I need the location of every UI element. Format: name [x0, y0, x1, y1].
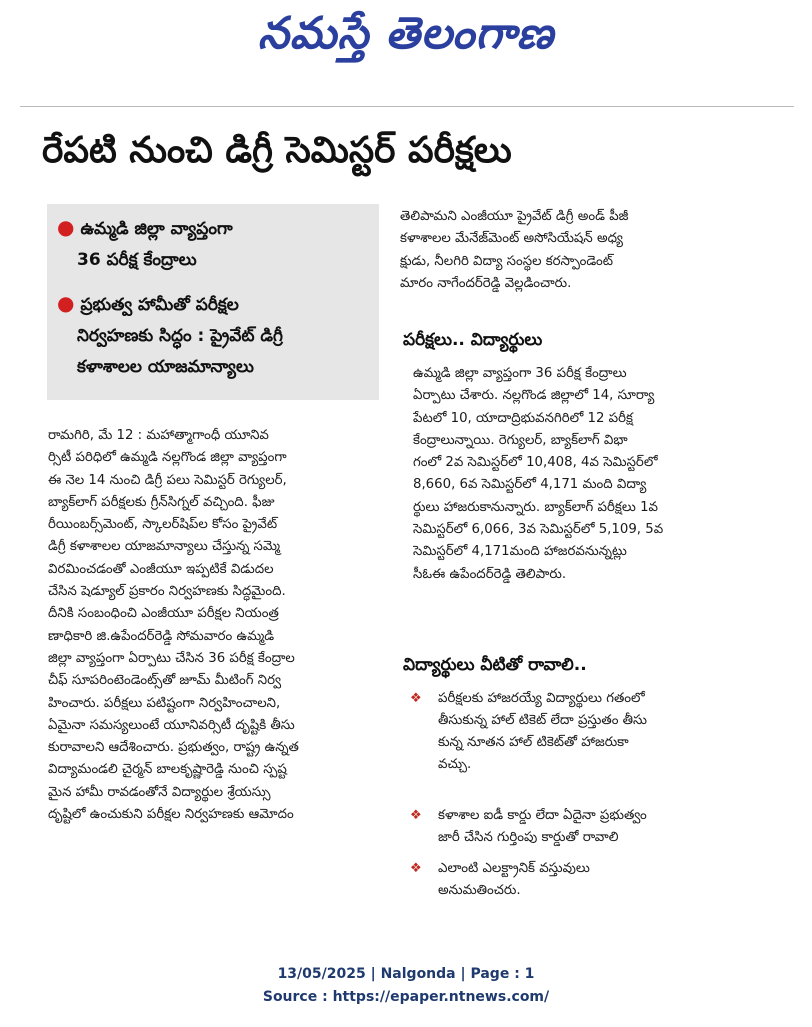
footer-date-edition: 13/05/2025 | Nalgonda | Page : 1: [277, 966, 535, 982]
subheading-exams-students: పరీక్షలు.. విద్యార్థులు: [403, 330, 543, 350]
footer-source-link[interactable]: Source : https://epaper.ntnews.com/: [262, 989, 550, 1005]
masthead-divider: [20, 106, 794, 107]
right-column-stats: ఉమ్మడి జిల్లా వ్యాప్తంగా 36 పరీక్ష కేంద్రాలు ఏర్పాటు చేశారు. నల్లగొండ జిల్లాలో 14, సూర్యా పేటలో 10, యాదాద్రిభువనగిరిలో 12 పరీక్ష కేంద్రాలున్నాయి. రెగ్యులర్, బ్యాక్‌లాగ్ విభా గంలో 2వ సెమిస్టర్‌లో 10,408, 4వ సెమిస్టర్‌లో 8,660, 6వ సెమిస్టర్‌లో 4,171 మంది విద్యా ర్థులు హాజరుకానున్నారు. బ్యాక్‌లాగ్ పరీక్షలు 1వ సెమిస్టర్‌లో 6,066, 3వ సెమిస్టర్‌లో 5,109, 5వ సెమిస్టర్‌లో 4,171మంది హాజరవనున్నట్లు సీఓఈ ఉపేందర్‌రెడ్డి తెలిపారు.: [413, 366, 664, 582]
bullet-dot-icon: ●: [57, 215, 75, 239]
diamond-bullet-icon: ❖: [410, 861, 422, 876]
highlights-box: [47, 204, 379, 400]
left-column-body: రామగిరి, మే 12 : మహాత్మాగాంధీ యూనివ ర్సిటీ పరిధిలో ఉమ్మడి నల్లగొండ జిల్లా వ్యాప్తంగా ఈ నెల 14 నుంచి డిగ్రీ పలు సెమిస్టర్ రెగ్యులర్, బ్యాక్‌లాగ్ పరీక్షలకు గ్రీన్‌సిగ్నల్ వచ్చింది. ఫీజు రీయింబర్స్‌మెంట్, స్కాలర్‌షిప్‌ల కోసం ప్రైవేట్ డిగ్రీ కళాశాలల యాజమాన్యాలు చేస్తున్న సమ్మె విరమించడంతో ఎంజీయూ ఇప్పటికే విడుదల చేసిన షెడ్యూల్ ప్రకారం నిర్వహణకు సిద్ధమైంది. దీనికి సంబంధించి ఎంజీయూ పరీక్షల నియంత్ర ణాధికారి జి.ఉపేందర్‌రెడ్డి సోమవారం ఉమ్మడి జిల్లా వ్యాప్తంగా ఏర్పాటు చేసిన 36 పరీక్ష కేంద్రాల చీఫ్ సూపరింటెండెంట్స్‌తో జూమ్ మీటింగ్ నిర్వ హించారు. పరీక్షలు పటిష్టంగా నిర్వహించాలని, ఏమైనా సమస్యలుంటే యూనివర్సిటీ దృష్టికి తీసు కురావాలని ఆదేశించారు. ప్రభుత్వం, రాష్ట్ర ఉన్నత విద్యామండలి చైర్మన్ బాలకృష్ణారెడ్డి నుంచి స్పష్ట మైన హామీ రావడంతోనే విద్యార్థుల శ్రేయస్సు దృష్టిలో ఉంచుకుని పరీక్షల నిర్వహణకు ఆమోదం: [48, 428, 299, 823]
highlight-item: ● ప్రభుత్వ హామీతో పరీక్షల నిర్వహణకు సిద్ధం : ప్రైవేట్ డిగ్రీ కళాశాలల యాజమాన్యాలు: [57, 291, 283, 377]
masthead-logo: నమస్తే తెలంగాణ: [257, 8, 555, 59]
bullet-dot-icon: ●: [57, 291, 75, 315]
headline: రేపటి నుంచి డిగ్రీ సెమిస్టర్ పరీక్షలు: [42, 130, 512, 171]
diamond-bullet-icon: ❖: [410, 808, 422, 823]
right-column-intro: తెలిపామని ఎంజీయూ ప్రైవేట్ డిగ్రీ అండ్ పీజీ కళాశాలల మేనేజ్‌మెంట్ అసోసియేషన్ అధ్య క్షుడు, నీలగిరి విద్యా సంస్థల కరస్పాండెంట్ మారం నాగేందర్‌రెడ్డి వెల్లడించారు.: [400, 209, 629, 291]
highlight-item: ● ఉమ్మడి జిల్లా వ్యాప్తంగా 36 పరీక్ష కేంద్రాలు: [57, 215, 233, 270]
diamond-bullet-icon: ❖: [410, 691, 422, 706]
subheading-bring-items: విద్యార్థులు వీటితో రావాలి..: [403, 655, 587, 675]
